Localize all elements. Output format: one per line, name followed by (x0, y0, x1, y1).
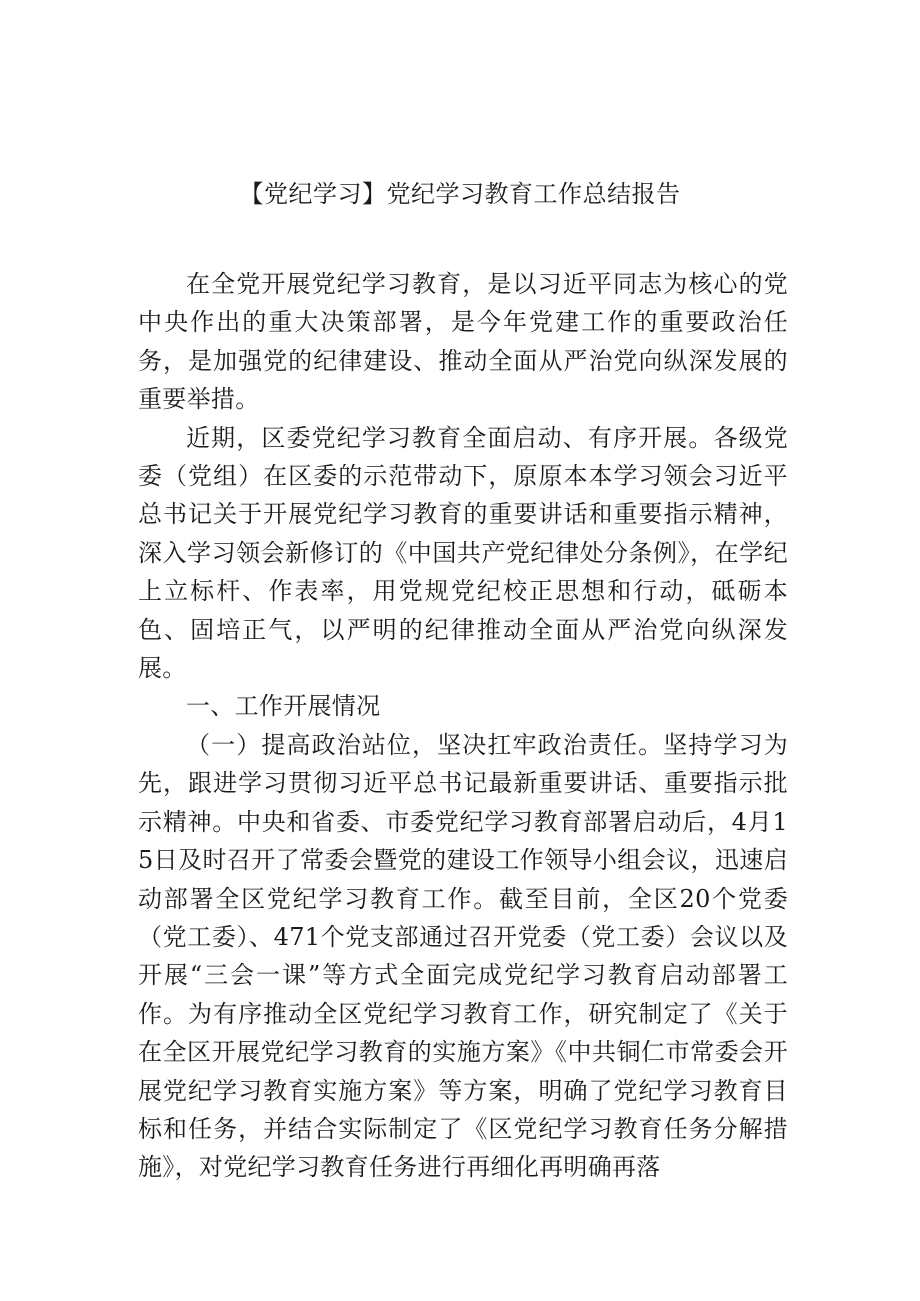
section-paragraph: （一）提高政治站位，坚决扛牢政治责任。坚持学习为先，跟进学习贯彻习近平总书记最新重要讲话、重要指示批示精神。中央和省委、市委党纪学习教育部署启动后，4月15日及时召开了常委会暨党的建设工作领导小组会议，迅速启动部署全区党纪学习教育工作。截至目前，全区20个党委（党工委）、471个党支部通过召开党委（党工委）会议以及开展“三会一课”等方式全面完成党纪学习教育启动部署工作。为有序推动全区党纪学习教育工作，研究制定了《关于在全区开展党纪学习教育的实施方案》《中共铜仁市常委会开展党纪学习教育实施方案》等方案，明确了党纪学习教育目标和任务，并结合实际制定了《区党纪学习教育任务分解措施》，对党纪学习教育任务进行再细化再明确再落 (138, 730, 788, 1182)
document-body (138, 265, 788, 1187)
document-title: 【党纪学习】党纪学习教育工作总结报告 (239, 180, 681, 208)
body-paragraph-2: 近期，区委党纪学习教育全面启动、有序开展。各级党委（党组）在区委的示范带动下，原原本本学习领会习近平总书记关于开展党纪学习教育的重要讲话和重要指示精神，深入学习领会新修订的《中国共产党纪律处分条例》，在学纪上立标杆、作表率，用党规党纪校正思想和行动，砥砺本色、固培正气，以严明的纪律推动全面从严治党向纵深发展。 (138, 423, 788, 683)
section-heading: 一、工作开展情况 (186, 692, 381, 721)
body-paragraph-1: 在全党开展党纪学习教育，是以习近平同志为核心的党中央作出的重大决策部署，是今年党建工作的重要政治任务，是加强党的纪律建设、推动全面从严治党向纵深发展的重要举措。 (138, 270, 788, 414)
